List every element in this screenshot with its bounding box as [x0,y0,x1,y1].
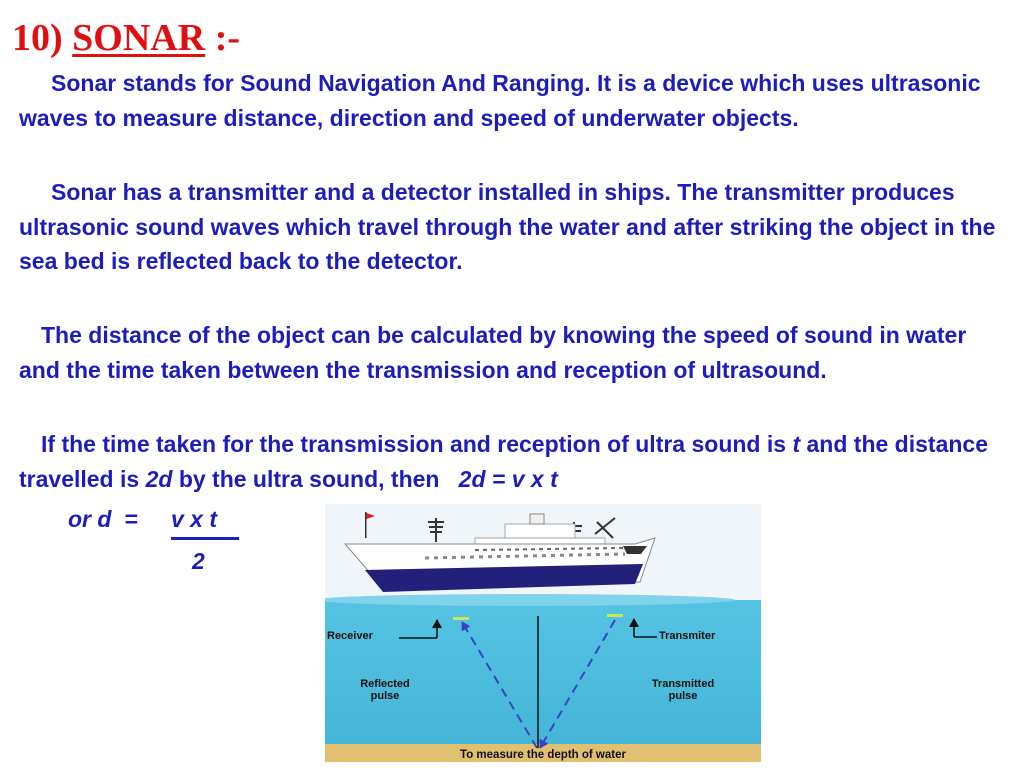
transmitter-label: Transmiter [659,630,716,642]
slide-title [12,14,240,62]
reflected-pulse-label-line1: Reflected [360,678,410,690]
p4-text-c: by the ultra sound, then [178,465,440,492]
paragraph-formula [19,427,1004,496]
fraction-bar [171,537,239,540]
receiver-label: Receiver [327,630,373,642]
receiver-sensor [453,617,469,620]
reflected-pulse-label-line2: pulse [370,690,400,702]
p4-var-t: t [792,431,801,457]
p4-equation: 2d = v x t [458,465,558,492]
sonar-diagram [325,504,761,762]
p4-text-a: If the time taken for the transmission and reception of ultra sound is [41,431,787,457]
transmitted-pulse-label-line2: pulse [668,690,698,702]
paragraph-working: Sonar has a transmitter and a detector installed in ships. The transmitter produces ultrasonic sound waves which travel through the water and after striking the object in the sea bed is reflected back to the detector. [19,179,996,274]
formula-numerator: v x t [171,506,218,532]
title-suffix: :- [214,17,240,59]
title-word: SONAR [72,17,206,59]
formula-lhs-text: or d [68,506,112,532]
title-number: 10) [12,17,63,59]
paragraph-definition: Sonar stands for Sound Navigation And Ranging. It is a device which uses ultrasonic waves to measure distance, direction and speed of underwater objects. [19,70,981,131]
diagram-caption: To measure the depth of water [460,749,626,761]
ship-water-shadow [325,594,735,606]
transmitted-pulse-label-line1: Transmitted [651,678,715,690]
p4-var-2d: 2d [145,465,173,492]
formula-lhs [68,506,138,533]
water [325,600,761,748]
paragraph-distance: The distance of the object can be calculated by knowing the speed of sound in water and the time taken between the transmission and reception of ultrasound. [19,322,967,383]
formula-equals: = [124,506,138,532]
formula-denominator: 2 [192,548,205,574]
p4-text-b: and the distance travelled is [19,431,988,492]
transmitter-sensor [607,614,623,617]
